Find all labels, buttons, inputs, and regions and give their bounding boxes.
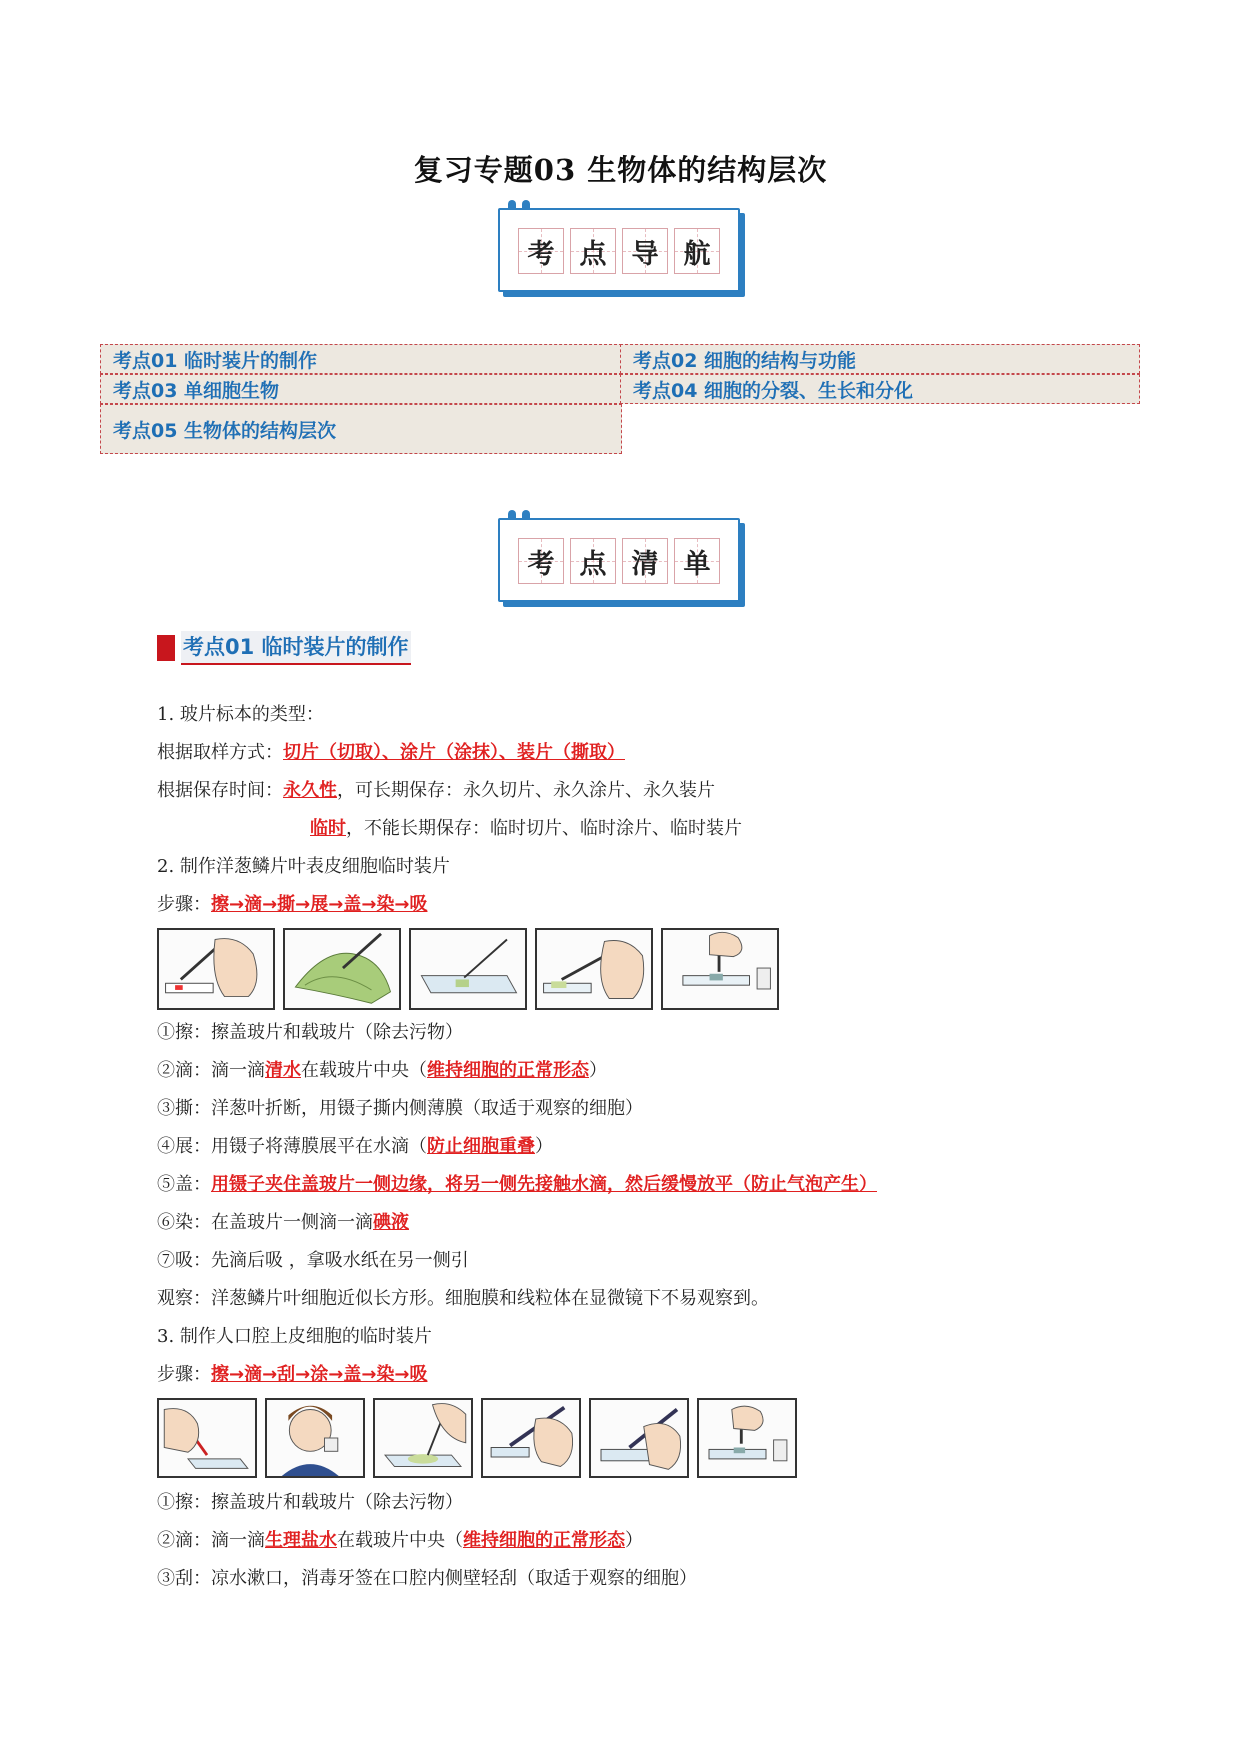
illustration-smear	[481, 1398, 581, 1478]
illustration-peel	[283, 928, 401, 1010]
text-line: 根据取样方式：切片（切取）、涂片（涂抹）、装片（撕取）	[157, 742, 625, 763]
badge-char: 考	[518, 228, 564, 274]
step-peel: ③撕：洋葱叶折断，用镊子撕内侧薄膜（取适于观察的细胞）	[157, 1098, 643, 1119]
step-wipe: ①擦：擦盖玻片和载玻片（除去污物）	[157, 1022, 463, 1043]
badge-kaodian-daohang	[498, 200, 742, 292]
text-line: 3. 制作人口腔上皮细胞的临时装片	[157, 1326, 432, 1347]
text-line: 根据保存时间：永久性，可长期保存：永久切片、永久涂片、永久装片	[157, 780, 715, 801]
illustration-cover	[589, 1398, 689, 1478]
badge-char: 导	[622, 228, 668, 274]
observation: 观察：洋葱鳞片叶细胞近似长方形。细胞膜和线粒体在显微镜下不易观察到。	[157, 1288, 769, 1309]
nav-item-topic-03[interactable]: 考点03 单细胞生物	[100, 374, 622, 404]
illustration-stain	[697, 1398, 797, 1478]
step-wipe: ①擦：擦盖玻片和载玻片（除去污物）	[157, 1492, 463, 1513]
badge-char: 清	[622, 538, 668, 584]
badge-char: 单	[674, 538, 720, 584]
illustration-stain	[661, 928, 779, 1010]
illustration-wipe	[157, 928, 275, 1010]
nav-item-topic-01[interactable]: 考点01 临时装片的制作	[100, 344, 622, 374]
illustration-rinse-mouth	[265, 1398, 365, 1478]
step-cover: ⑤盖：用镊子夹住盖玻片一侧边缘，将另一侧先接触水滴，然后缓慢放平（防止气泡产生）	[157, 1174, 877, 1195]
oral-procedure-illustrations	[157, 1398, 797, 1478]
section-marker-icon	[157, 635, 175, 661]
step-scrape: ③刮：凉水漱口，消毒牙签在口腔内侧壁轻刮（取适于观察的细胞）	[157, 1568, 697, 1589]
step-drop: ②滴：滴一滴生理盐水在载玻片中央（维持细胞的正常形态）	[157, 1530, 643, 1551]
text-line: 步骤：擦→滴→撕→展→盖→染→吸	[157, 894, 428, 915]
nav-item-topic-02[interactable]: 考点02 细胞的结构与功能	[620, 344, 1140, 374]
text-line: 2. 制作洋葱鳞片叶表皮细胞临时装片	[157, 856, 450, 877]
text-line: 临时，不能长期保存：临时切片、临时涂片、临时装片	[310, 818, 742, 839]
nav-item-topic-04[interactable]: 考点04 细胞的分裂、生长和分化	[620, 374, 1140, 404]
nav-item-topic-05[interactable]: 考点05 生物体的结构层次	[100, 404, 622, 454]
illustration-scrape	[373, 1398, 473, 1478]
illustration-cover	[535, 928, 653, 1010]
badge-kaodian-qingdan	[498, 510, 742, 602]
badge-char: 点	[570, 538, 616, 584]
onion-procedure-illustrations	[157, 928, 779, 1010]
badge-char: 航	[674, 228, 720, 274]
illustration-wipe	[157, 1398, 257, 1478]
step-absorb: ⑦吸：先滴后吸 ，拿吸水纸在另一侧引	[157, 1250, 469, 1271]
step-stain: ⑥染：在盖玻片一侧滴一滴碘液	[157, 1212, 409, 1233]
badge-char: 点	[570, 228, 616, 274]
page-title: 复习专题03 生物体的结构层次	[413, 153, 828, 187]
section-heading: 考点01 临时装片的制作	[157, 631, 411, 665]
step-spread: ④展：用镊子将薄膜展平在水滴（防止细胞重叠）	[157, 1136, 553, 1157]
text-line: 1. 玻片标本的类型：	[157, 704, 324, 725]
step-drop: ②滴：滴一滴清水在载玻片中央（维持细胞的正常形态）	[157, 1060, 607, 1081]
badge-char: 考	[518, 538, 564, 584]
text-line: 步骤：擦→滴→刮→涂→盖→染→吸	[157, 1364, 428, 1385]
illustration-spread	[409, 928, 527, 1010]
